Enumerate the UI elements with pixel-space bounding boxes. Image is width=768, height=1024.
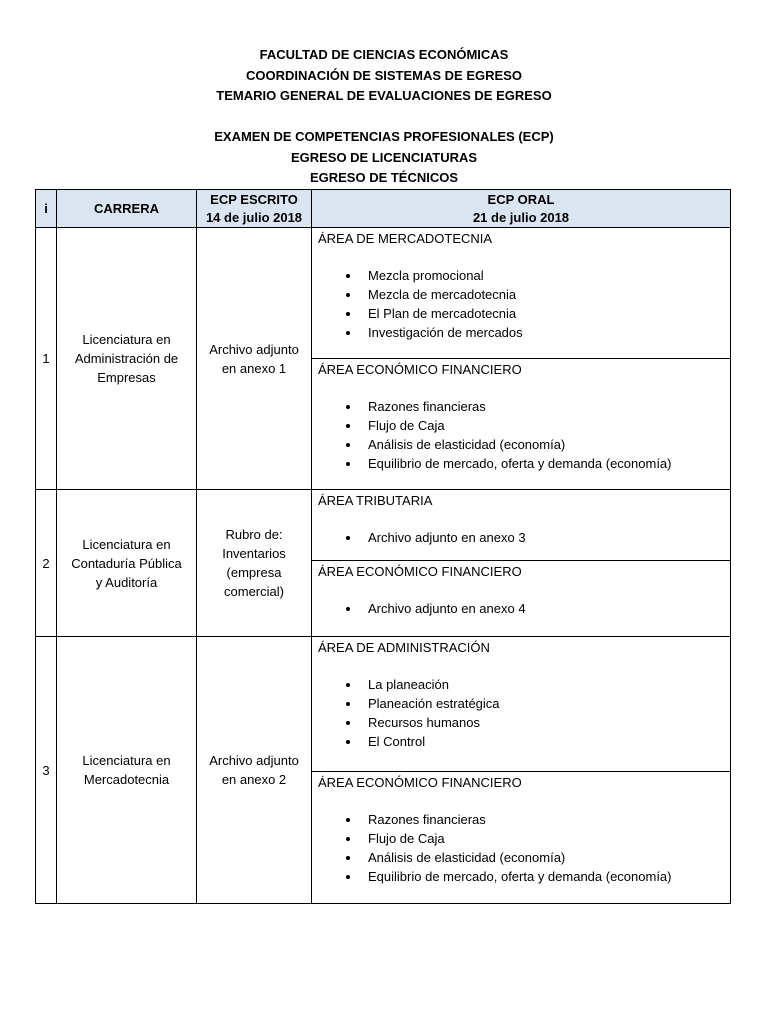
document-header-top [0, 45, 768, 107]
table-header-row [36, 190, 731, 228]
topic-item: Planeación estratégica [344, 694, 724, 713]
written-exam-line: en anexo 1 [221, 360, 287, 376]
topic-item: Razones financieras [344, 810, 724, 829]
career-line: Licenciatura en [82, 753, 171, 768]
header-written-exam [197, 190, 312, 228]
career-line: Administración de [74, 351, 179, 366]
exam-schedule-table [35, 189, 731, 904]
topic-item: Archivo adjunto en anexo 4 [344, 599, 724, 618]
written-exam-line: (empresa [226, 565, 282, 580]
career-line: y Auditoría [95, 574, 158, 590]
written-exam-cell [197, 228, 312, 490]
topic-item: Investigación de mercados [344, 323, 724, 342]
written-exam-line: Inventarios [222, 546, 286, 561]
written-exam-line: en anexo 2 [221, 772, 287, 787]
oral-area [312, 637, 730, 771]
career-cell [57, 637, 197, 904]
career-line: Licenciatura en [82, 332, 171, 347]
header-index: i [36, 190, 57, 228]
area-title: ÁREA ECONÓMICO FINANCIERO [318, 775, 522, 790]
area-title: ÁREA ECONÓMICO FINANCIERO [318, 362, 522, 377]
topic-item: La planeación [344, 675, 724, 694]
area-title: ÁREA DE ADMINISTRACIÓN [318, 640, 490, 655]
technician-subtitle: EGRESO DE TÉCNICOS [309, 170, 459, 185]
oral-exam-title: ECP ORAL [487, 191, 555, 207]
area-title: ÁREA ECONÓMICO FINANCIERO [318, 564, 522, 579]
row-index: 3 [36, 637, 57, 904]
oral-area [312, 560, 730, 636]
table-row [36, 228, 731, 490]
oral-exam-cell [312, 228, 731, 490]
topic-list [318, 599, 724, 618]
topic-item: Flujo de Caja [344, 829, 724, 848]
row-index: 1 [36, 228, 57, 490]
oral-exam-cell [312, 490, 731, 637]
career-line: Mercadotecnia [83, 772, 170, 787]
header-career: CARRERA [57, 190, 197, 228]
topic-item: Flujo de Caja [344, 416, 724, 435]
document-header-exam [0, 127, 768, 189]
topic-item: Archivo adjunto en anexo 3 [344, 528, 724, 547]
topic-item: El Plan de mercadotecnia [344, 304, 724, 323]
syllabus-title: TEMARIO GENERAL DE EVALUACIONES DE EGRESO [216, 88, 552, 103]
oral-exam-date: 21 de julio 2018 [472, 209, 570, 225]
written-exam-line: Archivo adjunto [209, 753, 299, 768]
topic-list [318, 528, 724, 547]
oral-area [312, 228, 730, 358]
written-exam-line: comercial) [224, 584, 284, 599]
oral-area [312, 490, 730, 560]
topic-item: Equilibrio de mercado, oferta y demanda (economía) [344, 867, 724, 886]
topic-list [318, 675, 724, 751]
exam-title: EXAMEN DE COMPETENCIAS PROFESIONALES (ECP) [214, 129, 554, 144]
written-exam-title: ECP ESCRITO [210, 191, 298, 207]
topic-item: Razones financieras [344, 397, 724, 416]
row-index: 2 [36, 490, 57, 637]
topic-item: Análisis de elasticidad (economía) [344, 435, 724, 454]
topic-item: El Control [344, 732, 724, 751]
topic-item: Análisis de elasticidad (economía) [344, 848, 724, 867]
written-exam-cell [197, 637, 312, 904]
career-cell [57, 228, 197, 490]
written-exam-date: 14 de julio 2018 [205, 209, 303, 225]
header-oral-exam [312, 190, 731, 228]
written-exam-cell [197, 490, 312, 637]
table-row [36, 637, 731, 904]
written-exam-line: Rubro de: [225, 527, 283, 542]
career-line: Empresas [97, 370, 156, 385]
career-line: Contaduría Pública [71, 555, 182, 571]
area-title: ÁREA TRIBUTARIA [318, 493, 433, 508]
table-row [36, 490, 731, 637]
oral-area [312, 358, 730, 489]
topic-list [318, 266, 724, 342]
career-line: Licenciatura en [82, 536, 171, 552]
coordination-title: COORDINACIÓN DE SISTEMAS DE EGRESO [246, 67, 522, 83]
topic-item: Equilibrio de mercado, oferta y demanda (economía) [344, 454, 724, 473]
area-title: ÁREA DE MERCADOTECNIA [318, 231, 493, 246]
faculty-title: FACULTAD DE CIENCIAS ECONÓMICAS [259, 47, 509, 62]
topic-list [318, 397, 724, 473]
topic-item: Recursos humanos [344, 713, 724, 732]
degree-subtitle: EGRESO DE LICENCIATURAS [290, 149, 478, 165]
oral-area [312, 771, 730, 903]
career-cell [57, 490, 197, 637]
topic-list [318, 810, 724, 886]
oral-exam-cell [312, 637, 731, 904]
topic-item: Mezcla promocional [344, 266, 724, 285]
written-exam-line: Archivo adjunto [209, 341, 299, 357]
topic-item: Mezcla de mercadotecnia [344, 285, 724, 304]
